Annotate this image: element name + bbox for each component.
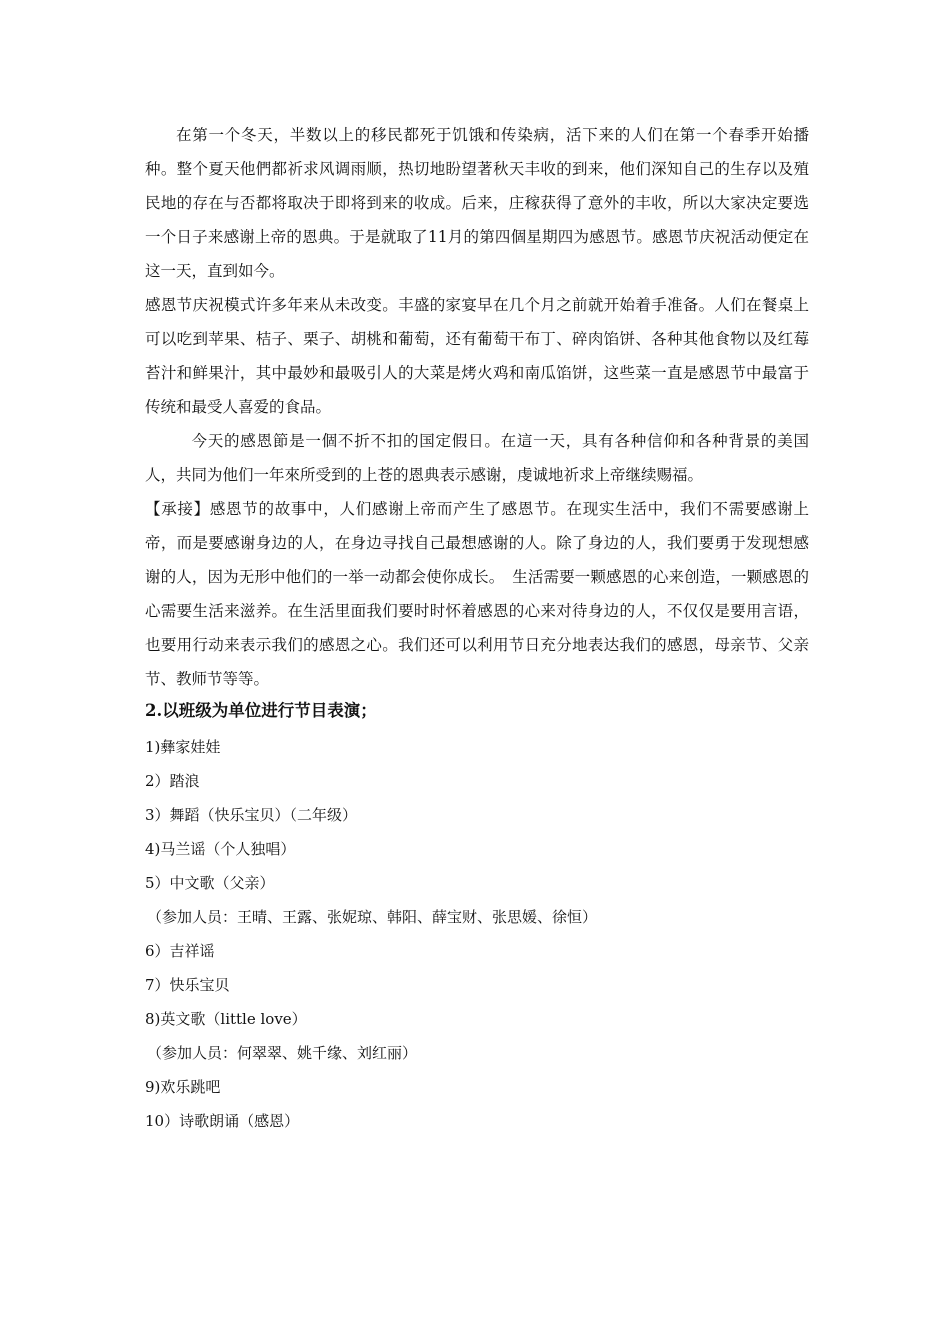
paragraph-first-winter: 在第一个冬天，半数以上的移民都死于饥饿和传染病，活下来的人们在第一个春季开始播种。整个夏天他們都祈求风调雨顺，热切地盼望著秋天丰收的到来，他们深知自己的生存以及殖民地的存在与否都将取决于即将到来的收成。后来，庄稼获得了意外的丰收，所以大家决定要选一个日子来感谢上帝的恩典。于是就取了11月的第四個星期四为感恩节。感恩节庆祝活动便定在这一天，直到如今。 xyxy=(145,126,809,280)
document-page xyxy=(145,118,809,1138)
paragraph-transition: 【承接】感恩节的故事中，人们感谢上帝而产生了感恩节。在现实生活中，我们不需要感谢上帝，而是要感谢身边的人，在身边寻找自己最想感谢的人。除了身边的人，我们要勇于发现想感谢的人，因为无形中他们的一举一动都会使你成长。 生活需要一颗感恩的心来创造，一颗感恩的心需要生活来滋养。在生活里面我们要时时怀着感恩的心来对待身边的人，不仅仅是要用言语，也要用行动来表示我们的感恩之心。我们还可以利用节日充分地表达我们的感恩，母亲节、父亲节、教师节等等。 xyxy=(145,500,809,688)
paragraph-celebration-mode: 感恩节庆祝模式许多年来从未改变。丰盛的家宴早在几个月之前就开始着手准备。人们在餐桌上可以吃到苹果、桔子、栗子、胡桃和葡萄，还有葡萄干布丁、碎肉馅饼、各种其他食物以及红莓苔汁和鲜果汁，其中最妙和最吸引人的大菜是烤火鸡和南瓜馅饼，这些菜一直是感恩节中最富于传统和最受人喜爱的食品。 xyxy=(145,296,809,416)
section-heading: 2.以班级为单位进行节目表演； xyxy=(145,701,377,720)
participants-note: （参加人员：王晴、王露、张妮琼、韩阳、薛宝财、张思媛、徐恒） xyxy=(147,908,598,926)
program-item: 9)欢乐跳吧 xyxy=(145,1078,221,1096)
program-item: 4)马兰谣（个人独唱） xyxy=(145,840,296,858)
program-list xyxy=(145,730,809,1138)
program-item: 1)彝家娃娃 xyxy=(145,738,221,756)
program-item: 7）快乐宝贝 xyxy=(145,976,230,994)
participants-note: （参加人员：何翠翠、姚千缘、刘红丽） xyxy=(147,1044,418,1062)
program-item: 2）踏浪 xyxy=(145,772,200,790)
program-item: 3）舞蹈（快乐宝贝）（二年级） xyxy=(145,806,358,824)
program-item: 10）诗歌朗诵（感恩） xyxy=(145,1112,300,1130)
program-item: 8)英文歌（little love） xyxy=(145,1010,307,1028)
program-item: 6）吉祥谣 xyxy=(145,942,215,960)
paragraph-national-holiday: 今天的感恩節是一個不折不扣的国定假日。在這一天，具有各种信仰和各种背景的美国人，共同为他们一年來所受到的上苍的恩典表示感谢，虔诚地祈求上帝继续赐福。 xyxy=(145,432,809,484)
program-item: 5）中文歌（父亲） xyxy=(145,874,275,892)
